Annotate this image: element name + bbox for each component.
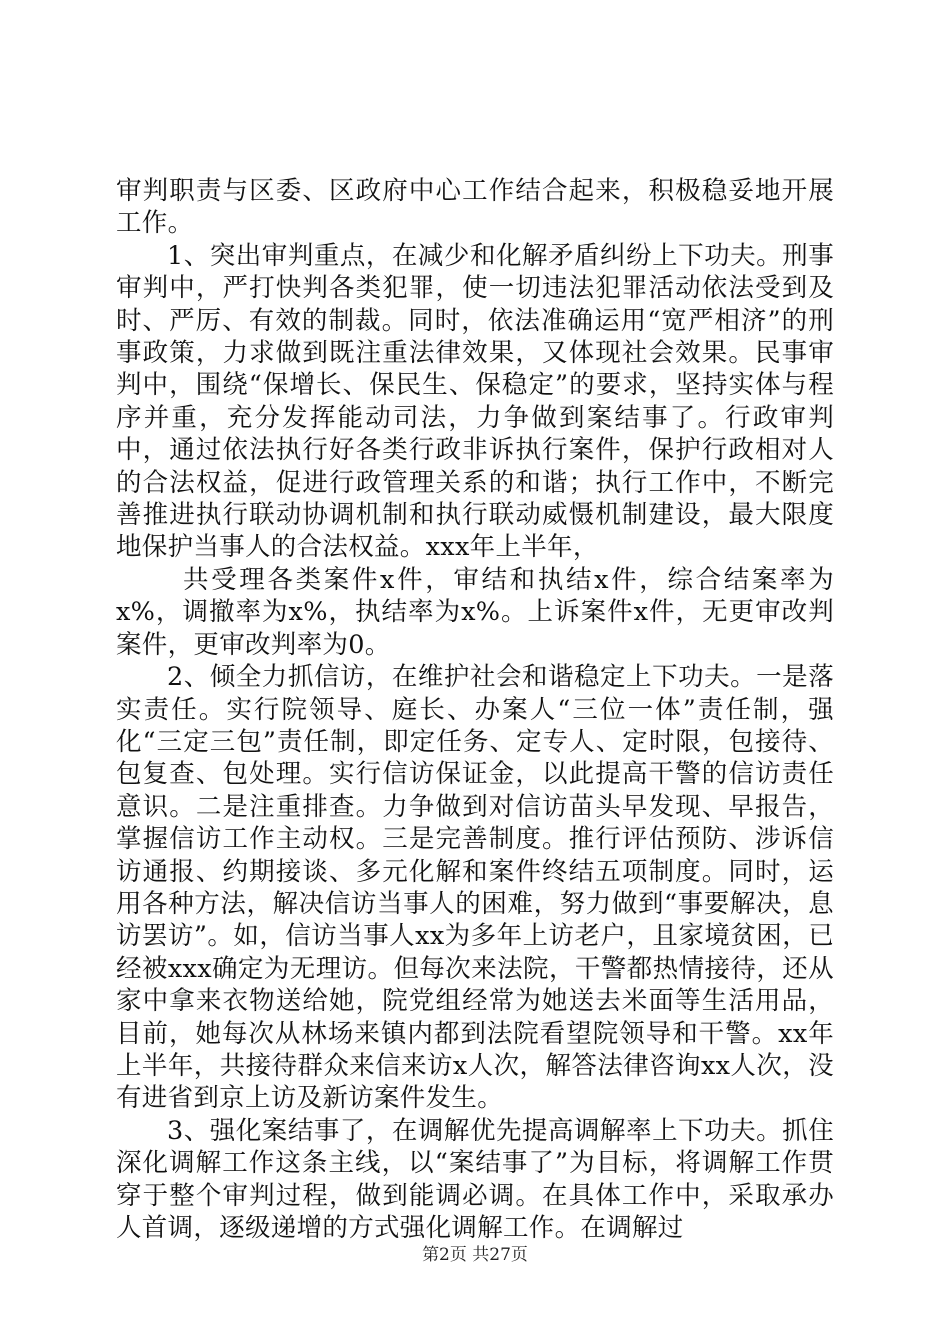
document-body bbox=[116, 175, 834, 1244]
paragraph-continuation: 审判职责与区委、区政府中心工作结合起来，积极稳妥地开展工作。 bbox=[116, 176, 834, 239]
page-number-footer: 第2页 共27页 bbox=[422, 1245, 528, 1265]
paragraph-petition-work: 2、倾全力抓信访，在维护社会和谐稳定上下功夫。一是落实责任。实行院领导、庭长、办案人“三位一体”责任制，强化“三定三包”责任制，即定任务、定专人、定时限，包接待、包复查、包处理。实行信访保证金，以此提高干警的信访责任意识。二是注重排查。力争做到对信访苗头早发现、早报告，掌握信访工作主动权。三是完善制度。推行评估预防、涉诉信访通报、约期接谈、多元化解和案件终结五项制度。同时，运用各种方法，解决信访当事人的困难，努力做到“事要解决，息访罢访”。如，信访当事人xx为多年上访老户，且家境贫困，已经被xxx确定为无理访。但每次来法院，干警都热情接待，还从家中拿来衣物送给她，院党组经常为她送去米面等生活用品，目前，她每次从林场来镇内都到法院看望院领导和干警。xx年上半年，共接待群众来信来访x人次，解答法律咨询xx人次，没有进省到京上访及新访案件发生。 bbox=[116, 662, 834, 1114]
paragraph-case-statistics: 共受理各类案件x件，审结和执结x件，综合结案率为x%，调撤率为x%，执结率为x%。上诉案件x件，无更审改判案件，更审改判率为0。 bbox=[116, 564, 834, 660]
paragraph-trial-focus: 1、突出审判重点，在减少和化解矛盾纠纷上下功夫。刑事审判中，严打快判各类犯罪，使一切违法犯罪活动依法受到及时、严厉、有效的制裁。同时，依法准确运用“宽严相济”的刑事政策，力求做到既注重法律效果，又体现社会效果。民事审判中，围绕“保增长、保民生、保稳定”的要求，坚持实体与程序并重，充分发挥能动司法，力争做到案结事了。行政审判中，通过依法执行好各类行政非诉执行案件，保护行政相对人的合法权益，促进行政管理关系的和谐；执行工作中，不断完善推进执行联动协调机制和执行联动威慑机制建设，最大限度地保护当事人的合法权益。xxx年上半年， bbox=[116, 240, 834, 563]
paragraph-mediation: 3、强化案结事了，在调解优先提高调解率上下功夫。抓住深化调解工作这条主线，以“案结事了”为目标，将调解工作贯穿于整个审判过程，做到能调必调。在具体工作中，采取承办人首调，逐级递增的方式强化调解工作。在调解过 bbox=[116, 1115, 834, 1243]
